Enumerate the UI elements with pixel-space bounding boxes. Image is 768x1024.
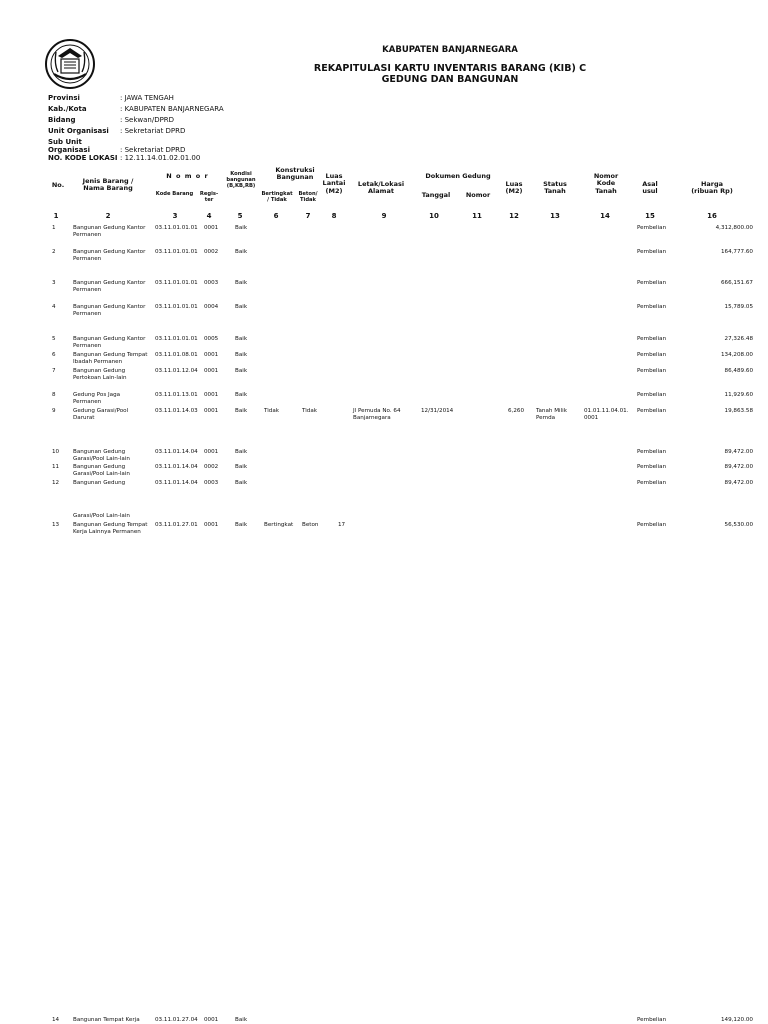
meta-label: NO. KODE LOKASI bbox=[48, 154, 118, 162]
col-label: (ribuan Rp) bbox=[691, 187, 733, 196]
col-register bbox=[198, 192, 220, 204]
col-label: (B,KB,RB) bbox=[226, 182, 256, 189]
cell-kondisi: Baik bbox=[235, 392, 248, 398]
cell-asal: Pembelian bbox=[637, 522, 667, 528]
meta-label: Bidang bbox=[48, 116, 76, 124]
cell-reg: 0001 bbox=[204, 1017, 219, 1023]
col-label: Jenis Barang / bbox=[82, 177, 134, 185]
meta-bidang bbox=[48, 116, 174, 124]
cell-asal: Pembelian bbox=[637, 408, 667, 414]
cell-no: 9 bbox=[52, 408, 56, 414]
cell-kode: 03.11.01.01.01 bbox=[155, 249, 198, 255]
col-label: Status bbox=[543, 180, 567, 188]
cell-nama: Bangunan Gedung Garasi/Pool Lain-lain bbox=[73, 449, 130, 462]
cell-kondisi: Baik bbox=[235, 449, 248, 455]
col-number: 8 bbox=[331, 212, 337, 220]
col-label: / Tidak bbox=[267, 196, 287, 203]
col-label: Nomor bbox=[593, 172, 619, 180]
cell-no: 7 bbox=[52, 368, 56, 374]
cell-harga: 15,789.05 bbox=[724, 304, 753, 310]
col-jenis-barang bbox=[76, 178, 140, 193]
cell-nama: Bangunan Gedung Kantor Permanen bbox=[73, 304, 146, 317]
cell-harga: 86,489.60 bbox=[724, 368, 753, 374]
meta-label: Kab./Kota bbox=[48, 105, 87, 113]
cell-kondisi: Baik bbox=[235, 336, 248, 342]
cell-kondisi: Baik bbox=[235, 368, 248, 374]
col-number: 5 bbox=[237, 212, 243, 220]
cell-kode: 03.11.01.14.04 bbox=[155, 464, 198, 470]
meta-sub-unit-organisasi bbox=[48, 138, 185, 154]
col-asal-usul bbox=[634, 181, 666, 196]
col-label: Bangunan bbox=[276, 173, 314, 182]
cell-harga: 11,929.60 bbox=[724, 392, 753, 398]
cell-kode: 03.11.01.14.04 bbox=[155, 449, 198, 455]
col-number: 13 bbox=[550, 212, 560, 220]
cell-kondisi: Baik bbox=[235, 249, 248, 255]
col-label: bangunan bbox=[226, 176, 256, 183]
cell-nama: Bangunan Gedung bbox=[73, 480, 126, 486]
col-label: Letak/Lokasi bbox=[357, 180, 405, 188]
col-kode-barang: Kode Barang bbox=[155, 191, 194, 197]
cell-reg: 0001 bbox=[204, 449, 219, 455]
cell-kode: 03.11.01.12.04 bbox=[155, 368, 198, 374]
col-no: No. bbox=[51, 181, 65, 189]
meta-label: Provinsi bbox=[48, 94, 80, 102]
col-nomor-kode-tanah bbox=[584, 173, 628, 195]
cell-nama: Bangunan Gedung Kantor Permanen bbox=[73, 249, 146, 262]
cell-asal: Pembelian bbox=[637, 392, 667, 398]
col-label: Luas bbox=[325, 172, 343, 180]
meta-kabkota bbox=[48, 105, 224, 113]
cell-reg: 0003 bbox=[204, 480, 219, 486]
meta-value: : Sekwan/DPRD bbox=[120, 116, 175, 124]
cell-harga: 27,326.48 bbox=[724, 336, 753, 342]
cell-asal: Pembelian bbox=[637, 368, 667, 374]
col-nomor: N o m o r bbox=[166, 172, 209, 180]
cell-reg: 0001 bbox=[204, 392, 219, 398]
cell-no: 10 bbox=[52, 449, 60, 455]
col-kondisi bbox=[224, 172, 258, 190]
cell-kondisi: Baik bbox=[235, 304, 248, 310]
cell-status: Tanah Milik Pemda bbox=[536, 408, 567, 421]
cell-asal: Pembelian bbox=[637, 449, 667, 455]
cell-reg: 0002 bbox=[204, 249, 219, 255]
cell-harga: 666,151.67 bbox=[720, 280, 753, 286]
cell-kode: 03.11.01.01.01 bbox=[155, 304, 198, 310]
cell-reg: 0002 bbox=[204, 464, 219, 470]
cell-no: 2 bbox=[52, 249, 56, 255]
cell-nama: Bangunan Gedung Garasi/Pool Lain-lain bbox=[73, 464, 130, 477]
report-title: REKAPITULASI KARTU INVENTARIS BARANG (KIB) C bbox=[313, 63, 587, 74]
col-label: ter bbox=[204, 196, 214, 203]
cell-beton: Tidak bbox=[302, 408, 318, 414]
overflow-text: Garasi/Pool Lain-lain bbox=[73, 513, 130, 519]
col-label: (M2) bbox=[505, 187, 523, 196]
cell-harga: 89,472.00 bbox=[724, 464, 753, 470]
cell-harga: 89,472.00 bbox=[724, 449, 753, 455]
cell-reg: 0003 bbox=[204, 280, 219, 286]
col-beton bbox=[296, 192, 320, 204]
cell-nama: Gedung Pos Jaga Permanen bbox=[73, 392, 121, 405]
cell-nama: Bangunan Gedung Tempat Ibadah Permanen bbox=[73, 352, 148, 365]
cell-kondisi: Baik bbox=[235, 464, 248, 470]
cell-nama: Bangunan Gedung Kantor Permanen bbox=[73, 336, 146, 349]
cell-reg: 0001 bbox=[204, 352, 219, 358]
cell-nama: Bangunan Tempat Kerja bbox=[73, 1017, 140, 1023]
regency-emblem-logo bbox=[44, 38, 96, 90]
col-label: Luas bbox=[505, 180, 523, 188]
col-label: Beton/ bbox=[298, 191, 318, 197]
cell-kode: 03.11.01.01.01 bbox=[155, 280, 198, 286]
col-label: (M2) bbox=[325, 186, 343, 195]
cell-reg: 0001 bbox=[204, 368, 219, 374]
cell-nama: Bangunan Gedung Kantor Permanen bbox=[73, 225, 146, 238]
cell-kode: 03.11.01.01.01 bbox=[155, 336, 198, 342]
cell-kode: 03.11.01.27.01 bbox=[155, 522, 198, 528]
meta-label: Unit Organisasi bbox=[48, 127, 109, 135]
cell-luas-lantai: 17 bbox=[338, 522, 346, 528]
col-bertingkat bbox=[258, 192, 296, 204]
meta-value: : JAWA TENGAH bbox=[120, 94, 174, 102]
cell-kondisi: Baik bbox=[235, 480, 248, 486]
cell-no: 11 bbox=[52, 464, 60, 470]
cell-asal: Pembelian bbox=[637, 249, 667, 255]
col-label: Asal bbox=[642, 180, 658, 188]
cell-no: 8 bbox=[52, 392, 56, 398]
cell-nama: Bangunan Gedung Pertokoan Lain-lain bbox=[73, 368, 127, 381]
cell-kode: 03.11.01.13.01 bbox=[155, 392, 198, 398]
col-tanggal: Tanggal bbox=[421, 191, 451, 199]
cell-harga: 164,777.60 bbox=[720, 249, 753, 255]
meta-kode-lokasi bbox=[48, 154, 200, 162]
cell-asal: Pembelian bbox=[637, 464, 667, 470]
col-label: Nama Barang bbox=[83, 184, 133, 193]
col-label: Regis- bbox=[199, 191, 219, 197]
cell-kode: 03.11.01.08.01 bbox=[155, 352, 198, 358]
cell-no: 12 bbox=[52, 480, 60, 486]
col-dokumen-gedung: Dokumen Gedung bbox=[425, 172, 491, 180]
cell-alamat: Jl Pemuda No. 64 Banjarnegara bbox=[353, 408, 401, 421]
col-luas-lantai bbox=[320, 173, 348, 195]
cell-no: 6 bbox=[52, 352, 56, 358]
col-number: 14 bbox=[600, 212, 610, 220]
col-number: 4 bbox=[206, 212, 212, 220]
cell-harga: 19,863.58 bbox=[724, 408, 753, 414]
cell-kode-tanah: 01.01.11.04.01. 0001 bbox=[584, 408, 629, 421]
cell-bertingkat: Bertingkat bbox=[264, 522, 294, 528]
cell-kondisi: Baik bbox=[235, 408, 248, 414]
cell-asal: Pembelian bbox=[637, 280, 667, 286]
cell-kode: 03.11.01.01.01 bbox=[155, 225, 198, 231]
col-number: 9 bbox=[381, 212, 387, 220]
cell-harga: 134,208.00 bbox=[720, 352, 753, 358]
cell-asal: Pembelian bbox=[637, 1017, 667, 1023]
cell-no: 14 bbox=[52, 1017, 60, 1023]
col-number: 10 bbox=[429, 212, 439, 220]
col-label: Tanah bbox=[595, 186, 617, 195]
cell-bertingkat: Tidak bbox=[264, 408, 280, 414]
cell-kondisi: Baik bbox=[235, 1017, 248, 1023]
cell-tanggal: 12/31/2014 bbox=[421, 408, 454, 414]
cell-no: 3 bbox=[52, 280, 56, 286]
col-label: Bertingkat bbox=[261, 191, 293, 197]
col-label: Alamat bbox=[368, 187, 394, 196]
cell-asal: Pembelian bbox=[637, 480, 667, 486]
cell-reg: 0001 bbox=[204, 522, 219, 528]
cell-no: 13 bbox=[52, 522, 60, 528]
col-number: 12 bbox=[509, 212, 519, 220]
cell-harga: 89,472.00 bbox=[724, 480, 753, 486]
col-number: 2 bbox=[105, 212, 111, 220]
cell-beton: Beton bbox=[302, 522, 319, 528]
col-number: 3 bbox=[172, 212, 178, 220]
meta-value: : Sekretariat DPRD bbox=[120, 146, 186, 154]
col-number: 15 bbox=[645, 212, 655, 220]
cell-no: 4 bbox=[52, 304, 56, 310]
regency-name: KABUPATEN BANJARNEGARA bbox=[382, 45, 518, 55]
report-subtitle: GEDUNG DAN BANGUNAN bbox=[381, 74, 519, 85]
col-nomor-dokumen: Nomor bbox=[465, 191, 491, 199]
cell-kode: 03.11.01.14.04 bbox=[155, 480, 198, 486]
meta-provinsi bbox=[48, 94, 174, 102]
cell-reg: 0001 bbox=[204, 225, 219, 231]
cell-kode: 03.11.01.27.04 bbox=[155, 1017, 198, 1023]
cell-reg: 0004 bbox=[204, 304, 219, 310]
cell-kode: 03.11.01.14.03 bbox=[155, 408, 198, 414]
col-label: Tidak bbox=[300, 196, 316, 203]
cell-kondisi: Baik bbox=[235, 225, 248, 231]
cell-kondisi: Baik bbox=[235, 280, 248, 286]
col-letak-alamat bbox=[354, 181, 408, 196]
col-number: 1 bbox=[53, 212, 59, 220]
cell-asal: Pembelian bbox=[637, 304, 667, 310]
cell-harga: 149,120.00 bbox=[720, 1017, 753, 1023]
cell-reg: 0001 bbox=[204, 408, 219, 414]
cell-harga: 56,530.00 bbox=[724, 522, 753, 528]
cell-no: 5 bbox=[52, 336, 56, 342]
cell-luas: 6,260 bbox=[507, 408, 524, 414]
cell-harga: 4,312,800.00 bbox=[715, 225, 753, 231]
cell-nama: Bangunan Gedung Tempat Kerja Lainnya Permanen bbox=[73, 522, 148, 535]
cell-asal: Pembelian bbox=[637, 225, 667, 231]
cell-reg: 0005 bbox=[204, 336, 219, 342]
col-luas bbox=[500, 181, 528, 196]
col-status-tanah bbox=[536, 181, 574, 196]
col-number: 11 bbox=[472, 212, 482, 220]
col-label: Kode bbox=[596, 179, 616, 188]
cell-nama: Gedung Garasi/Pool Darurat bbox=[73, 408, 129, 421]
cell-kondisi: Baik bbox=[235, 352, 248, 358]
cell-asal: Pembelian bbox=[637, 336, 667, 342]
col-number: 7 bbox=[305, 212, 311, 220]
col-label: usul bbox=[642, 187, 658, 196]
col-number: 16 bbox=[707, 212, 717, 220]
cell-kondisi: Baik bbox=[235, 522, 248, 528]
col-number: 6 bbox=[273, 212, 279, 220]
col-label: Tanah bbox=[544, 187, 566, 196]
cell-asal: Pembelian bbox=[637, 352, 667, 358]
meta-label: Sub Unit Organisasi bbox=[48, 138, 90, 154]
cell-nama: Bangunan Gedung Kantor Permanen bbox=[73, 280, 146, 293]
meta-value: : Sekretariat DPRD bbox=[120, 127, 186, 135]
meta-value: : 12.11.14.01.02.01.00 bbox=[120, 154, 201, 162]
meta-unit-organisasi bbox=[48, 127, 185, 135]
col-harga bbox=[680, 181, 744, 196]
meta-value: : KABUPATEN BANJARNEGARA bbox=[120, 105, 224, 113]
col-label: Harga bbox=[700, 180, 724, 188]
col-label: Kondisi bbox=[230, 171, 252, 177]
col-label: Lantai bbox=[322, 179, 346, 188]
col-label: Konstruksi bbox=[275, 166, 315, 174]
cell-no: 1 bbox=[52, 225, 56, 231]
